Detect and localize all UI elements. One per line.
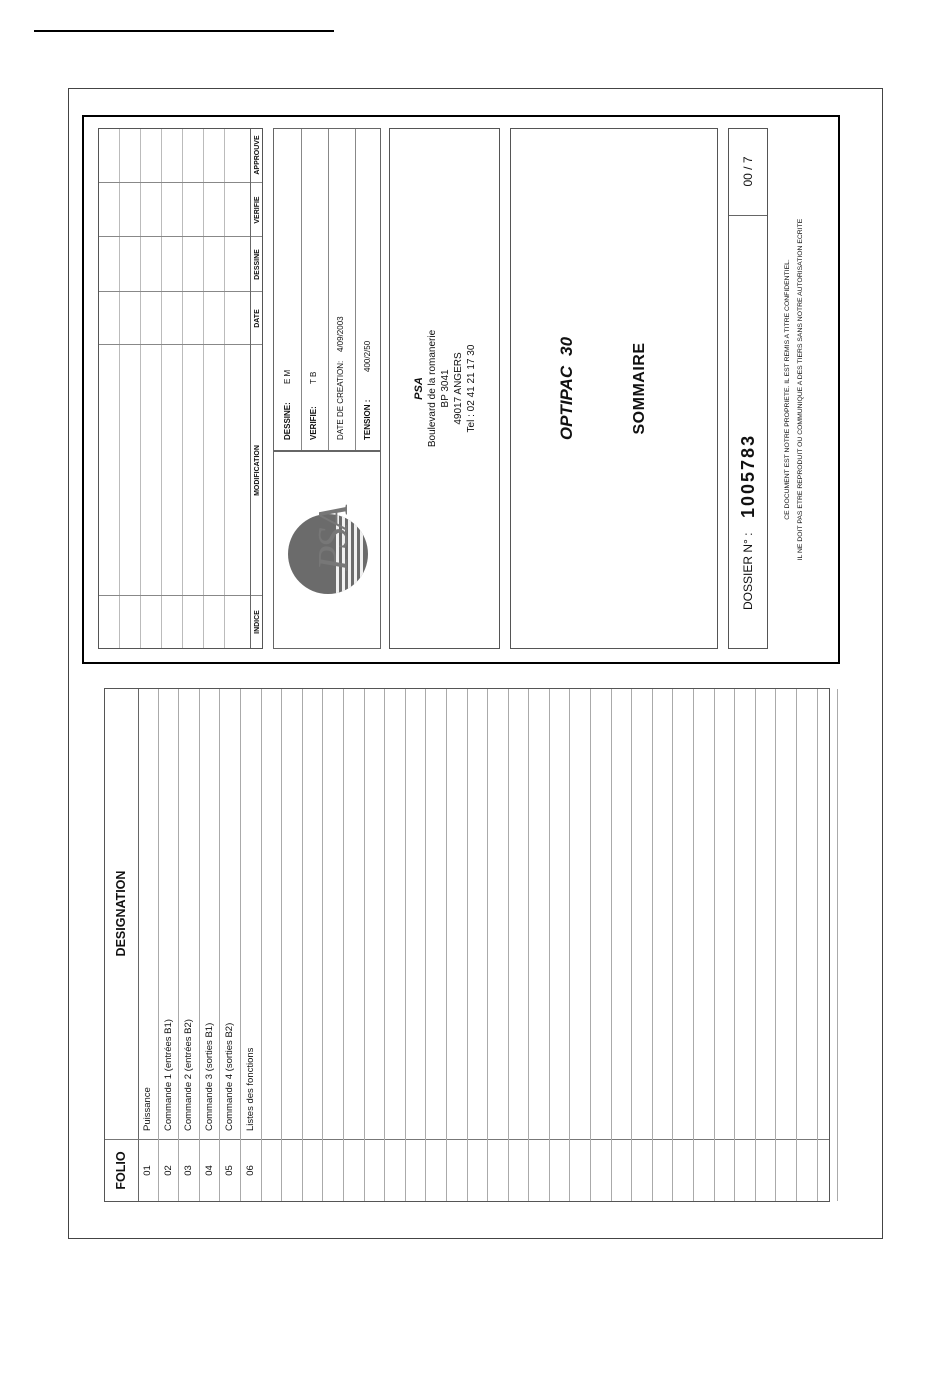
tension-value: 400/2/50 bbox=[363, 340, 372, 372]
designation-text: Commande 2 (entrées B2) bbox=[183, 1019, 195, 1131]
tension-field-label: TENSION : bbox=[363, 399, 372, 440]
table-row bbox=[591, 689, 612, 1201]
psa-logo bbox=[280, 499, 376, 599]
revision-grid-line bbox=[99, 182, 262, 183]
folio-rows bbox=[138, 689, 829, 1201]
table-row bbox=[612, 689, 633, 1201]
table-row bbox=[468, 689, 489, 1201]
table-row bbox=[385, 689, 406, 1201]
folio-number: 05 bbox=[224, 1165, 236, 1176]
table-row bbox=[673, 689, 694, 1201]
table-row bbox=[344, 689, 365, 1201]
folio-number: 04 bbox=[203, 1165, 215, 1176]
company-name: PSA bbox=[413, 377, 425, 400]
designation-text: Puissance bbox=[142, 1087, 153, 1131]
revision-grid-line bbox=[161, 129, 162, 648]
table-row bbox=[241, 689, 262, 1201]
project-name: OPTIPAC bbox=[557, 365, 576, 441]
info-box bbox=[273, 128, 381, 451]
table-row bbox=[694, 689, 715, 1201]
table-row bbox=[303, 689, 324, 1201]
revision-grid-line bbox=[99, 344, 262, 345]
table-row bbox=[570, 689, 591, 1201]
table-row bbox=[632, 689, 653, 1201]
revision-grid-line bbox=[99, 236, 262, 237]
rotated-sheet bbox=[69, 89, 884, 1240]
designation-text: Commande 4 (sorties B2) bbox=[224, 1022, 236, 1131]
drawing-frame bbox=[68, 88, 883, 1239]
folio-number: 01 bbox=[142, 1165, 153, 1176]
table-row bbox=[200, 689, 221, 1201]
verifie-label: VERIFIE bbox=[254, 196, 261, 224]
date-value: 4/09/2003 bbox=[336, 316, 345, 352]
table-row bbox=[715, 689, 736, 1201]
revision-grid-line bbox=[224, 129, 225, 648]
table-row bbox=[488, 689, 509, 1201]
info-divider bbox=[328, 129, 329, 450]
project-number: 30 bbox=[557, 336, 576, 356]
confidentiality-line: CE DOCUMENT EST NOTRE PROPRIETE. IL EST REMIS A TITRE CONFIDENTIEL. bbox=[784, 259, 791, 520]
table-row bbox=[797, 689, 818, 1201]
table-row bbox=[282, 689, 303, 1201]
address-line: 49017 ANGERS bbox=[453, 352, 464, 425]
revision-grid-line bbox=[182, 129, 183, 648]
table-row bbox=[365, 689, 386, 1201]
info-divider bbox=[301, 129, 302, 450]
designation-text: Commande 1 (entrées B1) bbox=[162, 1019, 174, 1131]
table-row bbox=[756, 689, 777, 1201]
revision-grid-line bbox=[203, 129, 204, 648]
approuve-label: APPROUVE bbox=[254, 135, 261, 175]
table-row bbox=[653, 689, 674, 1201]
title-block bbox=[82, 115, 840, 664]
dessine-value: E M bbox=[283, 369, 292, 384]
table-row bbox=[550, 689, 571, 1201]
table-row bbox=[262, 689, 283, 1201]
address-line: Boulevard de la romanerie bbox=[427, 329, 438, 448]
table-row bbox=[509, 689, 530, 1201]
confidentiality-notice bbox=[781, 117, 807, 662]
revision-grid-line bbox=[140, 129, 141, 648]
revision-grid-line bbox=[119, 129, 120, 648]
revision-label-row bbox=[250, 129, 265, 648]
table-row bbox=[220, 689, 241, 1201]
modification-label: MODIFICATION bbox=[254, 445, 261, 496]
table-row bbox=[818, 689, 839, 1201]
verifie-value: T B bbox=[309, 371, 318, 384]
dossier-number: 1005783 bbox=[738, 433, 758, 518]
table-row bbox=[529, 689, 550, 1201]
page-indicator: 00 / 7 bbox=[741, 156, 755, 187]
date-label: DATE bbox=[254, 309, 261, 328]
info-divider bbox=[355, 129, 356, 450]
table-row bbox=[447, 689, 468, 1201]
designation-header: DESIGNATION bbox=[114, 870, 128, 957]
phone-line: Tel : 02 41 21 17 30 bbox=[466, 344, 477, 433]
logo-wave bbox=[360, 514, 363, 594]
verifie-field-label: VERIFIE: bbox=[309, 406, 318, 440]
dossier-label: DOSSIER N° : bbox=[741, 532, 755, 610]
confidentiality-line: IL NE DOIT PAS ETRE REPRODUIT OU COMMUNIQUE A DES TIERS SANS NOTRE AUTORISATION ECRITE bbox=[797, 218, 804, 561]
project-title bbox=[557, 129, 577, 648]
designation-text: Listes des fonctions bbox=[244, 1047, 256, 1131]
folio-header: FOLIO bbox=[114, 1151, 128, 1190]
table-row bbox=[426, 689, 447, 1201]
dessine-field-label: DESSINE: bbox=[283, 402, 292, 440]
designation-text: Commande 3 (sorties B1) bbox=[203, 1022, 215, 1131]
revision-grid-line bbox=[99, 291, 262, 292]
revision-table bbox=[98, 128, 263, 649]
document-title: SOMMAIRE bbox=[631, 342, 648, 435]
table-row bbox=[406, 689, 427, 1201]
date-field-label: DATE DE CREATION: bbox=[336, 360, 345, 440]
folio-number: 03 bbox=[183, 1165, 195, 1176]
indice-label: INDICE bbox=[254, 610, 261, 634]
table-row bbox=[776, 689, 797, 1201]
table-row bbox=[159, 689, 180, 1201]
logo-box bbox=[273, 451, 381, 649]
header-rule bbox=[34, 30, 334, 32]
table-row bbox=[323, 689, 344, 1201]
dessine-label: DESSINE bbox=[254, 249, 261, 280]
table-row bbox=[179, 689, 200, 1201]
table-row bbox=[735, 689, 756, 1201]
table-row bbox=[138, 689, 159, 1201]
folio-number: 02 bbox=[162, 1165, 174, 1176]
logo-text: PSA bbox=[311, 507, 357, 571]
dossier-box bbox=[728, 128, 768, 649]
revision-grid-line bbox=[99, 595, 262, 596]
folio-number: 06 bbox=[244, 1165, 256, 1176]
folio-table bbox=[104, 688, 830, 1202]
address-box bbox=[389, 128, 500, 649]
title-box bbox=[510, 128, 718, 649]
address-line: BP 3041 bbox=[440, 369, 451, 408]
folio-table-header bbox=[105, 689, 139, 1201]
